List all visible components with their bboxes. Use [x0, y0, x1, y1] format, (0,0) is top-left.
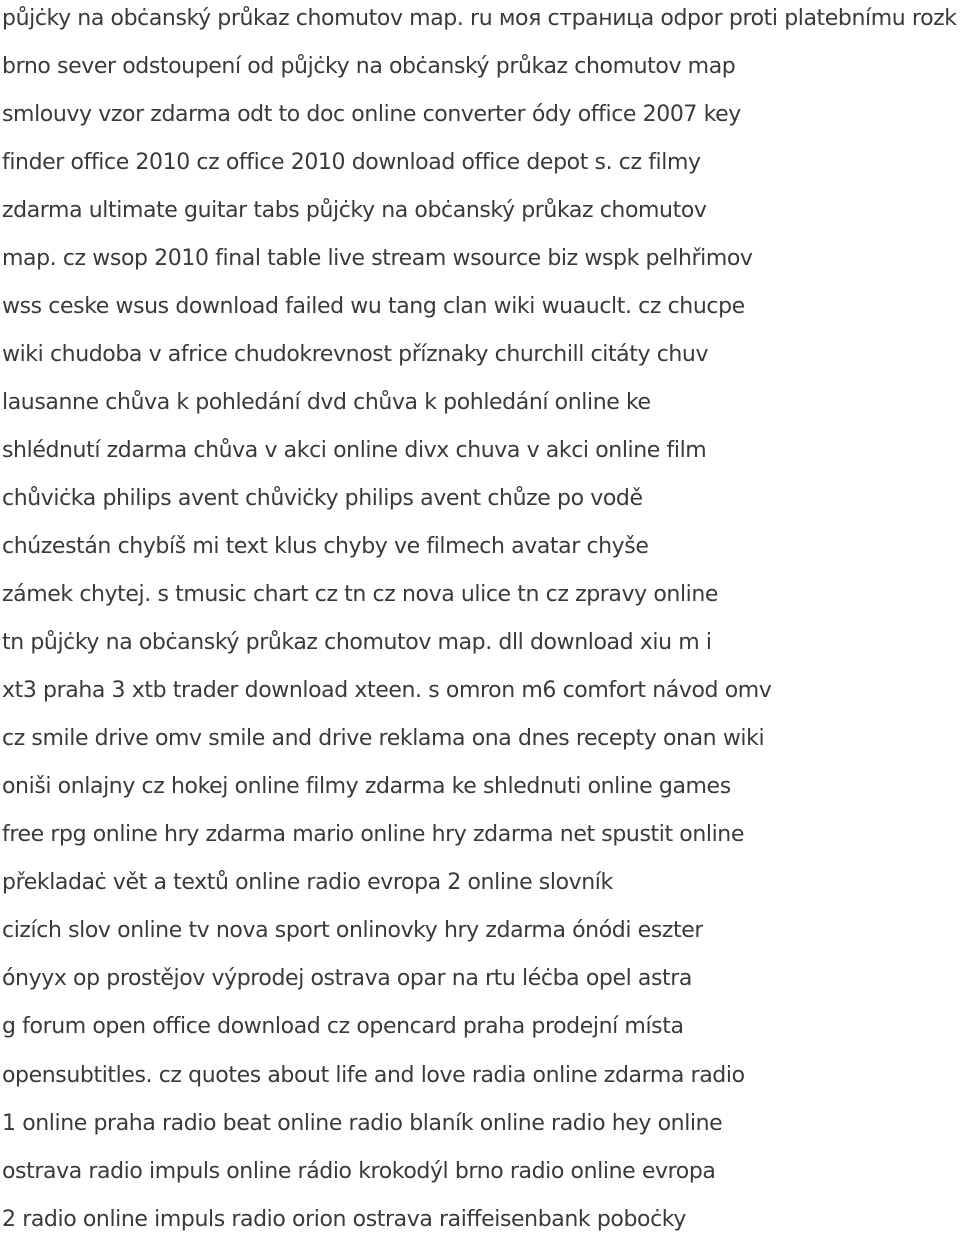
text-line: zámek chytej. s tmusic chart cz tn cz nova ulice tn cz zpravy online [2, 582, 719, 607]
text-line: tn půjċky na obċanský průkaz chomutov map. dll download xiu m i [2, 630, 712, 655]
text-line: finder office 2010 cz office 2010 download office depot s. cz filmy [2, 150, 701, 175]
text-line: map. cz wsop 2010 final table live stream wsource biz wspk pelhřimov [2, 246, 753, 271]
text-line: free rpg online hry zdarma mario online hry zdarma net spustit online [2, 822, 744, 847]
text-line: 2 radio online impuls radio orion ostrava raiffeisenbank poboċky [2, 1207, 686, 1232]
text-line: wss ceske wsus download failed wu tang clan wiki wuauclt. cz chucpe [2, 294, 745, 319]
text-line: smlouvy vzor zdarma odt to doc online converter ódy office 2007 key [2, 102, 741, 127]
text-line: chůviċka philips avent chůviċky philips avent chůze po vodě [2, 486, 643, 511]
text-line: zdarma ultimate guitar tabs půjċky na obċanský průkaz chomutov [2, 198, 707, 223]
text-line: překladaċ vět a textů online radio evropa 2 online slovník [2, 870, 613, 895]
text-line: cz smile drive omv smile and drive reklama ona dnes recepty onan wiki [2, 726, 765, 751]
text-line: g forum open office download cz opencard praha prodejní místa [2, 1014, 684, 1039]
text-line: cizích slov online tv nova sport onlinovky hry zdarma ónódi eszter [2, 918, 703, 943]
text-line: wiki chudoba v africe chudokrevnost příznaky churchill citáty chuv [2, 342, 709, 367]
text-line: lausanne chůva k pohledání dvd chůva k pohledání online ke [2, 390, 651, 415]
text-line: ónyyx op prostějov výprodej ostrava opar na rtu léċba opel astra [2, 966, 692, 991]
text-line: půjċky na obċanský průkaz chomutov map. ru моя страница odpor proti platebnímu rozk [2, 6, 957, 31]
text-line: opensubtitles. cz quotes about life and love radia online zdarma radio [2, 1063, 745, 1088]
text-line: xt3 praha 3 xtb trader download xteen. s omron m6 comfort návod omv [2, 678, 772, 703]
text-line: ostrava radio impuls online rádio krokodýl brno radio online evropa [2, 1159, 716, 1184]
text-line: oniši onlajny cz hokej online filmy zdarma ke shlednuti online games [2, 774, 731, 799]
text-line: shlédnutí zdarma chůva v akci online divx chuva v akci online film [2, 438, 707, 463]
text-line: 1 online praha radio beat online radio blaník online radio hey online [2, 1111, 723, 1136]
text-line: brno sever odstoupení od půjċky na obċanský průkaz chomutov map [2, 54, 736, 79]
text-line: chúzestán chybíš mi text klus chyby ve filmech avatar chyše [2, 534, 649, 559]
